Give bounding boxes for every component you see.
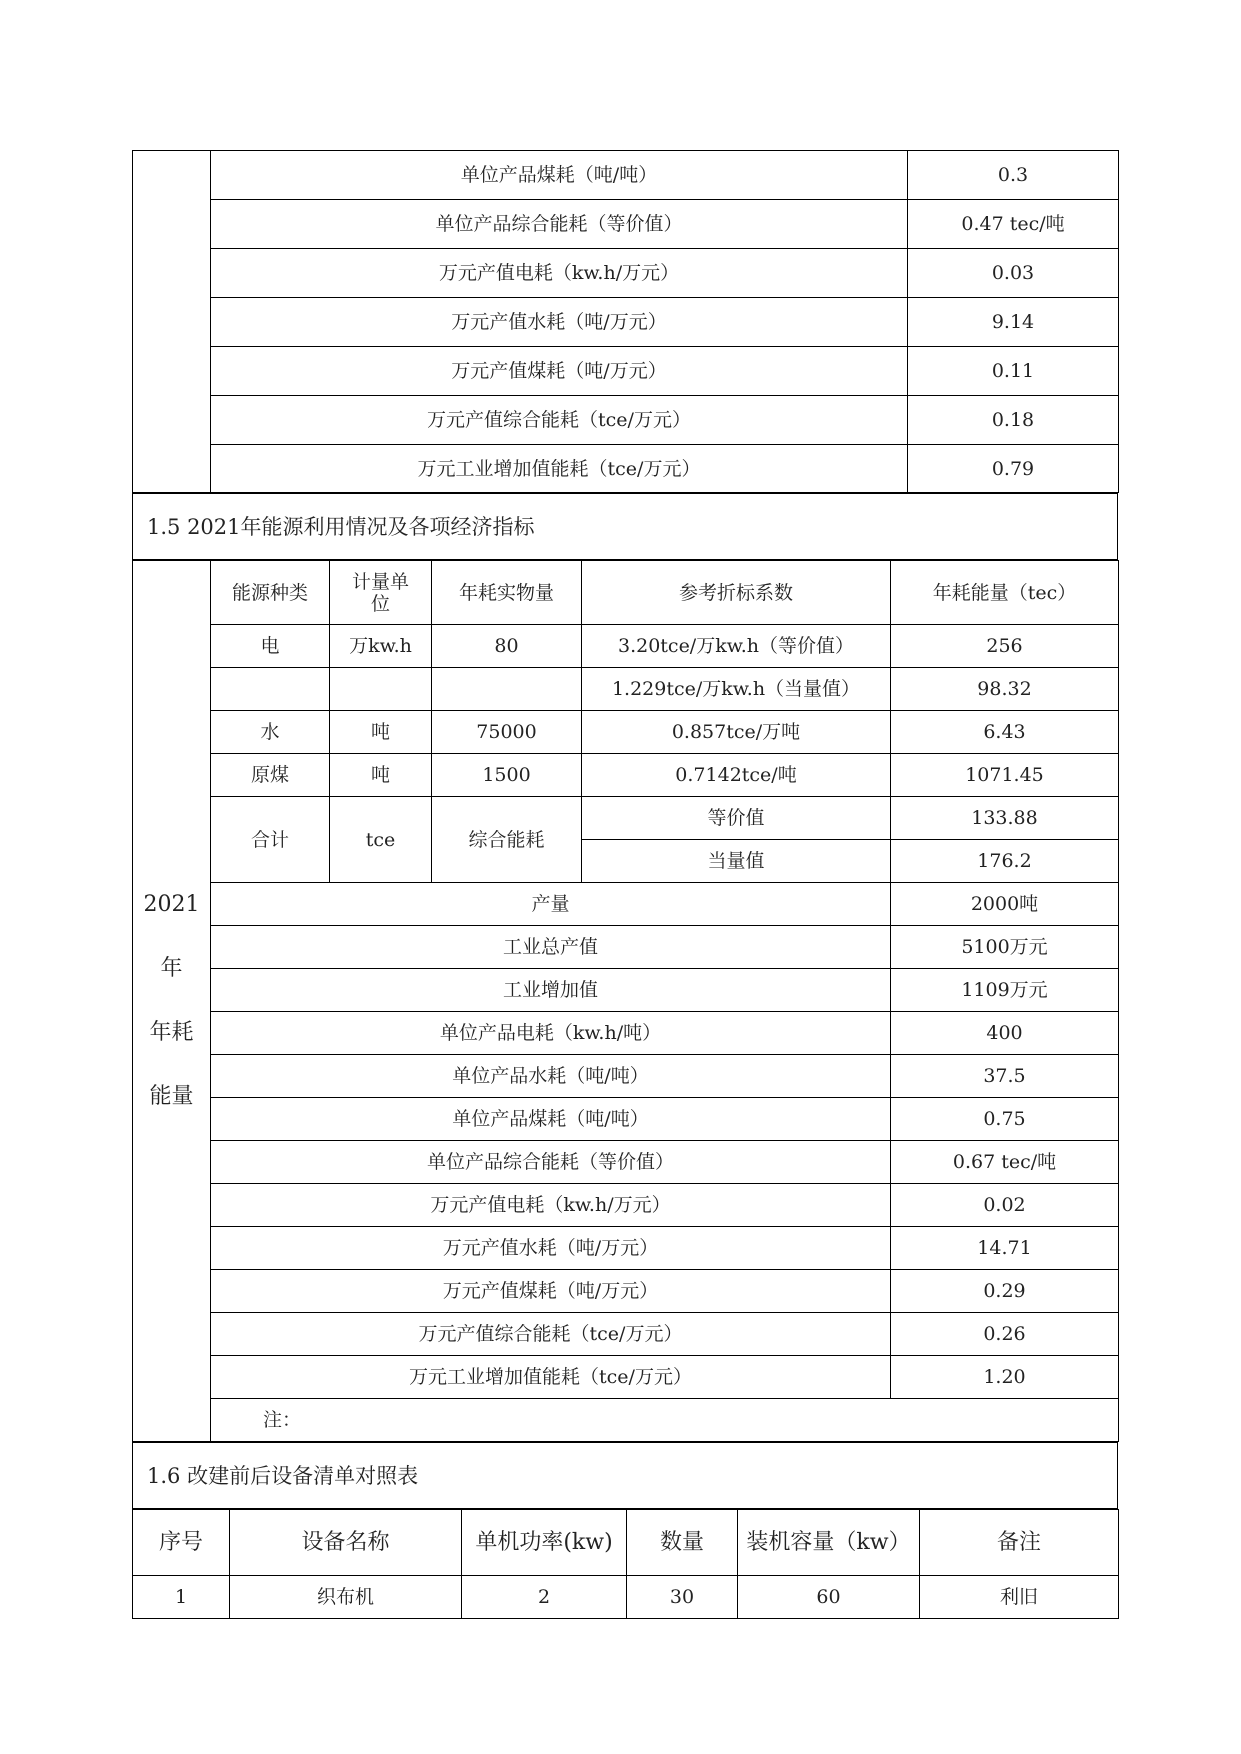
- indicator-label: 万元产值煤耗（吨/万元）: [211, 1270, 891, 1313]
- indicator-value: 400: [891, 1012, 1119, 1055]
- energy-type: [211, 668, 330, 711]
- indicator-value: 0.02: [891, 1184, 1119, 1227]
- side-label-line: 2021: [143, 892, 200, 917]
- conversion-coefficient: 3.20tce/万kw.h（等价值）: [582, 625, 891, 668]
- indicator-value: 0.75: [891, 1098, 1119, 1141]
- installed-capacity: 60: [738, 1576, 920, 1619]
- indicator-value: 0.29: [891, 1270, 1119, 1313]
- side-label-line: 能量: [149, 1084, 194, 1109]
- table-row: [133, 151, 1119, 200]
- indicator-value: 0.03: [908, 249, 1119, 298]
- annual-energy: 98.32: [891, 668, 1119, 711]
- indicator-value: 0.67 tec/吨: [891, 1141, 1119, 1184]
- table-row: [133, 298, 1119, 347]
- indicator-label: 单位产品电耗（kw.h/吨）: [211, 1012, 891, 1055]
- energy-type: 电: [211, 625, 330, 668]
- indicator-label: 单位产品综合能耗（等价值）: [211, 1141, 891, 1184]
- energy-type: 水: [211, 711, 330, 754]
- energy-unit: 吨: [330, 711, 432, 754]
- table-row: [133, 1270, 1119, 1313]
- column-header: 年耗能量（tec）: [891, 561, 1119, 625]
- side-label-line: 年耗: [149, 1020, 194, 1045]
- column-header: 参考折标系数: [582, 561, 891, 625]
- section-1-6-heading-table: [132, 1442, 1118, 1509]
- column-header: 单机功率(kw): [462, 1510, 627, 1576]
- indicator-value: 37.5: [891, 1055, 1119, 1098]
- energy-usage-table: [132, 560, 1119, 1442]
- total-unit: tce: [330, 797, 432, 883]
- indicator-value: 1.20: [891, 1356, 1119, 1399]
- year-side-label: [133, 561, 211, 1442]
- caloric-label: 当量值: [582, 840, 891, 883]
- equipment-remark: 利旧: [920, 1576, 1119, 1619]
- annual-energy: 256: [891, 625, 1119, 668]
- table-header-row: [133, 561, 1119, 625]
- energy-quantity: 80: [432, 625, 582, 668]
- prior-year-indicators-table: [132, 150, 1119, 493]
- note-row: [133, 1399, 1119, 1442]
- energy-type: 原煤: [211, 754, 330, 797]
- table-row: [133, 396, 1119, 445]
- indicator-label: 万元工业增加值能耗（tce/万元）: [211, 445, 908, 493]
- indicator-value: 5100万元: [891, 926, 1119, 969]
- indicator-label: 单位产品水耗（吨/吨）: [211, 1055, 891, 1098]
- column-header: 序号: [133, 1510, 230, 1576]
- annual-energy: 6.43: [891, 711, 1119, 754]
- column-header: 年耗实物量: [432, 561, 582, 625]
- indicator-value: 2000吨: [891, 883, 1119, 926]
- document-page: [132, 150, 1118, 1619]
- indicator-value: 0.47 tec/吨: [908, 200, 1119, 249]
- energy-unit: 吨: [330, 754, 432, 797]
- section-1-5-heading-table: [132, 493, 1118, 560]
- table-row: [133, 668, 1119, 711]
- table-row: [133, 625, 1119, 668]
- annual-energy: 1071.45: [891, 754, 1119, 797]
- table-row: [133, 347, 1119, 396]
- indicator-label: 万元工业增加值能耗（tce/万元）: [211, 1356, 891, 1399]
- section-heading: 1.6 改建前后设备清单对照表: [133, 1443, 1118, 1509]
- equipment-count: 30: [627, 1576, 738, 1619]
- merged-side-cell: [133, 151, 211, 493]
- side-label-line: 年: [160, 956, 183, 981]
- indicator-label: 万元产值煤耗（吨/万元）: [211, 347, 908, 396]
- column-header: 能源种类: [211, 561, 330, 625]
- table-row: [133, 926, 1119, 969]
- unit-power: 2: [462, 1576, 627, 1619]
- indicator-value: 0.26: [891, 1313, 1119, 1356]
- equivalent-label: 等价值: [582, 797, 891, 840]
- column-header: 装机容量（kw）: [738, 1510, 920, 1576]
- table-row: [133, 1055, 1119, 1098]
- note-text: 注：: [211, 1399, 1119, 1442]
- column-header: 设备名称: [230, 1510, 462, 1576]
- equivalent-value: 133.88: [891, 797, 1119, 840]
- caloric-value: 176.2: [891, 840, 1119, 883]
- column-header: 计量单位: [330, 561, 432, 625]
- table-header-row: [133, 1510, 1119, 1576]
- column-header: 备注: [920, 1510, 1119, 1576]
- total-quantity: 综合能耗: [432, 797, 582, 883]
- table-row: [133, 797, 1119, 840]
- indicator-label: 万元产值电耗（kw.h/万元）: [211, 249, 908, 298]
- table-row: [133, 445, 1119, 493]
- table-row: [133, 249, 1119, 298]
- indicator-label: 万元产值水耗（吨/万元）: [211, 298, 908, 347]
- indicator-value: 0.3: [908, 151, 1119, 200]
- energy-quantity: 75000: [432, 711, 582, 754]
- energy-unit: 万kw.h: [330, 625, 432, 668]
- equipment-number: 1: [133, 1576, 230, 1619]
- indicator-value: 14.71: [891, 1227, 1119, 1270]
- table-row: [133, 969, 1119, 1012]
- table-row: [133, 1184, 1119, 1227]
- table-row: [133, 1098, 1119, 1141]
- energy-unit: [330, 668, 432, 711]
- indicator-label: 工业增加值: [211, 969, 891, 1012]
- conversion-coefficient: 1.229tce/万kw.h（当量值）: [582, 668, 891, 711]
- table-row: [133, 200, 1119, 249]
- indicator-label: 单位产品综合能耗（等价值）: [211, 200, 908, 249]
- indicator-label: 万元产值电耗（kw.h/万元）: [211, 1184, 891, 1227]
- column-header: 数量: [627, 1510, 738, 1576]
- indicator-label: 万元产值水耗（吨/万元）: [211, 1227, 891, 1270]
- table-row: [133, 1012, 1119, 1055]
- indicator-label: 单位产品煤耗（吨/吨）: [211, 151, 908, 200]
- table-row: [133, 1227, 1119, 1270]
- indicator-value: 0.18: [908, 396, 1119, 445]
- indicator-value: 1109万元: [891, 969, 1119, 1012]
- conversion-coefficient: 0.857tce/万吨: [582, 711, 891, 754]
- indicator-label: 万元产值综合能耗（tce/万元）: [211, 396, 908, 445]
- conversion-coefficient: 0.7142tce/吨: [582, 754, 891, 797]
- indicator-label: 产量: [211, 883, 891, 926]
- indicator-value: 0.79: [908, 445, 1119, 493]
- indicator-value: 9.14: [908, 298, 1119, 347]
- equipment-list-table: [132, 1509, 1119, 1619]
- indicator-label: 单位产品煤耗（吨/吨）: [211, 1098, 891, 1141]
- table-row: [133, 1576, 1119, 1619]
- indicator-label: 万元产值综合能耗（tce/万元）: [211, 1313, 891, 1356]
- table-row: [133, 1356, 1119, 1399]
- table-row: [133, 1141, 1119, 1184]
- table-row: [133, 754, 1119, 797]
- energy-quantity: [432, 668, 582, 711]
- energy-quantity: 1500: [432, 754, 582, 797]
- indicator-label: 工业总产值: [211, 926, 891, 969]
- table-row: [133, 1313, 1119, 1356]
- total-type: 合计: [211, 797, 330, 883]
- indicator-value: 0.11: [908, 347, 1119, 396]
- equipment-name: 织布机: [230, 1576, 462, 1619]
- section-heading: 1.5 2021年能源利用情况及各项经济指标: [133, 494, 1118, 560]
- table-row: [133, 711, 1119, 754]
- table-row: [133, 883, 1119, 926]
